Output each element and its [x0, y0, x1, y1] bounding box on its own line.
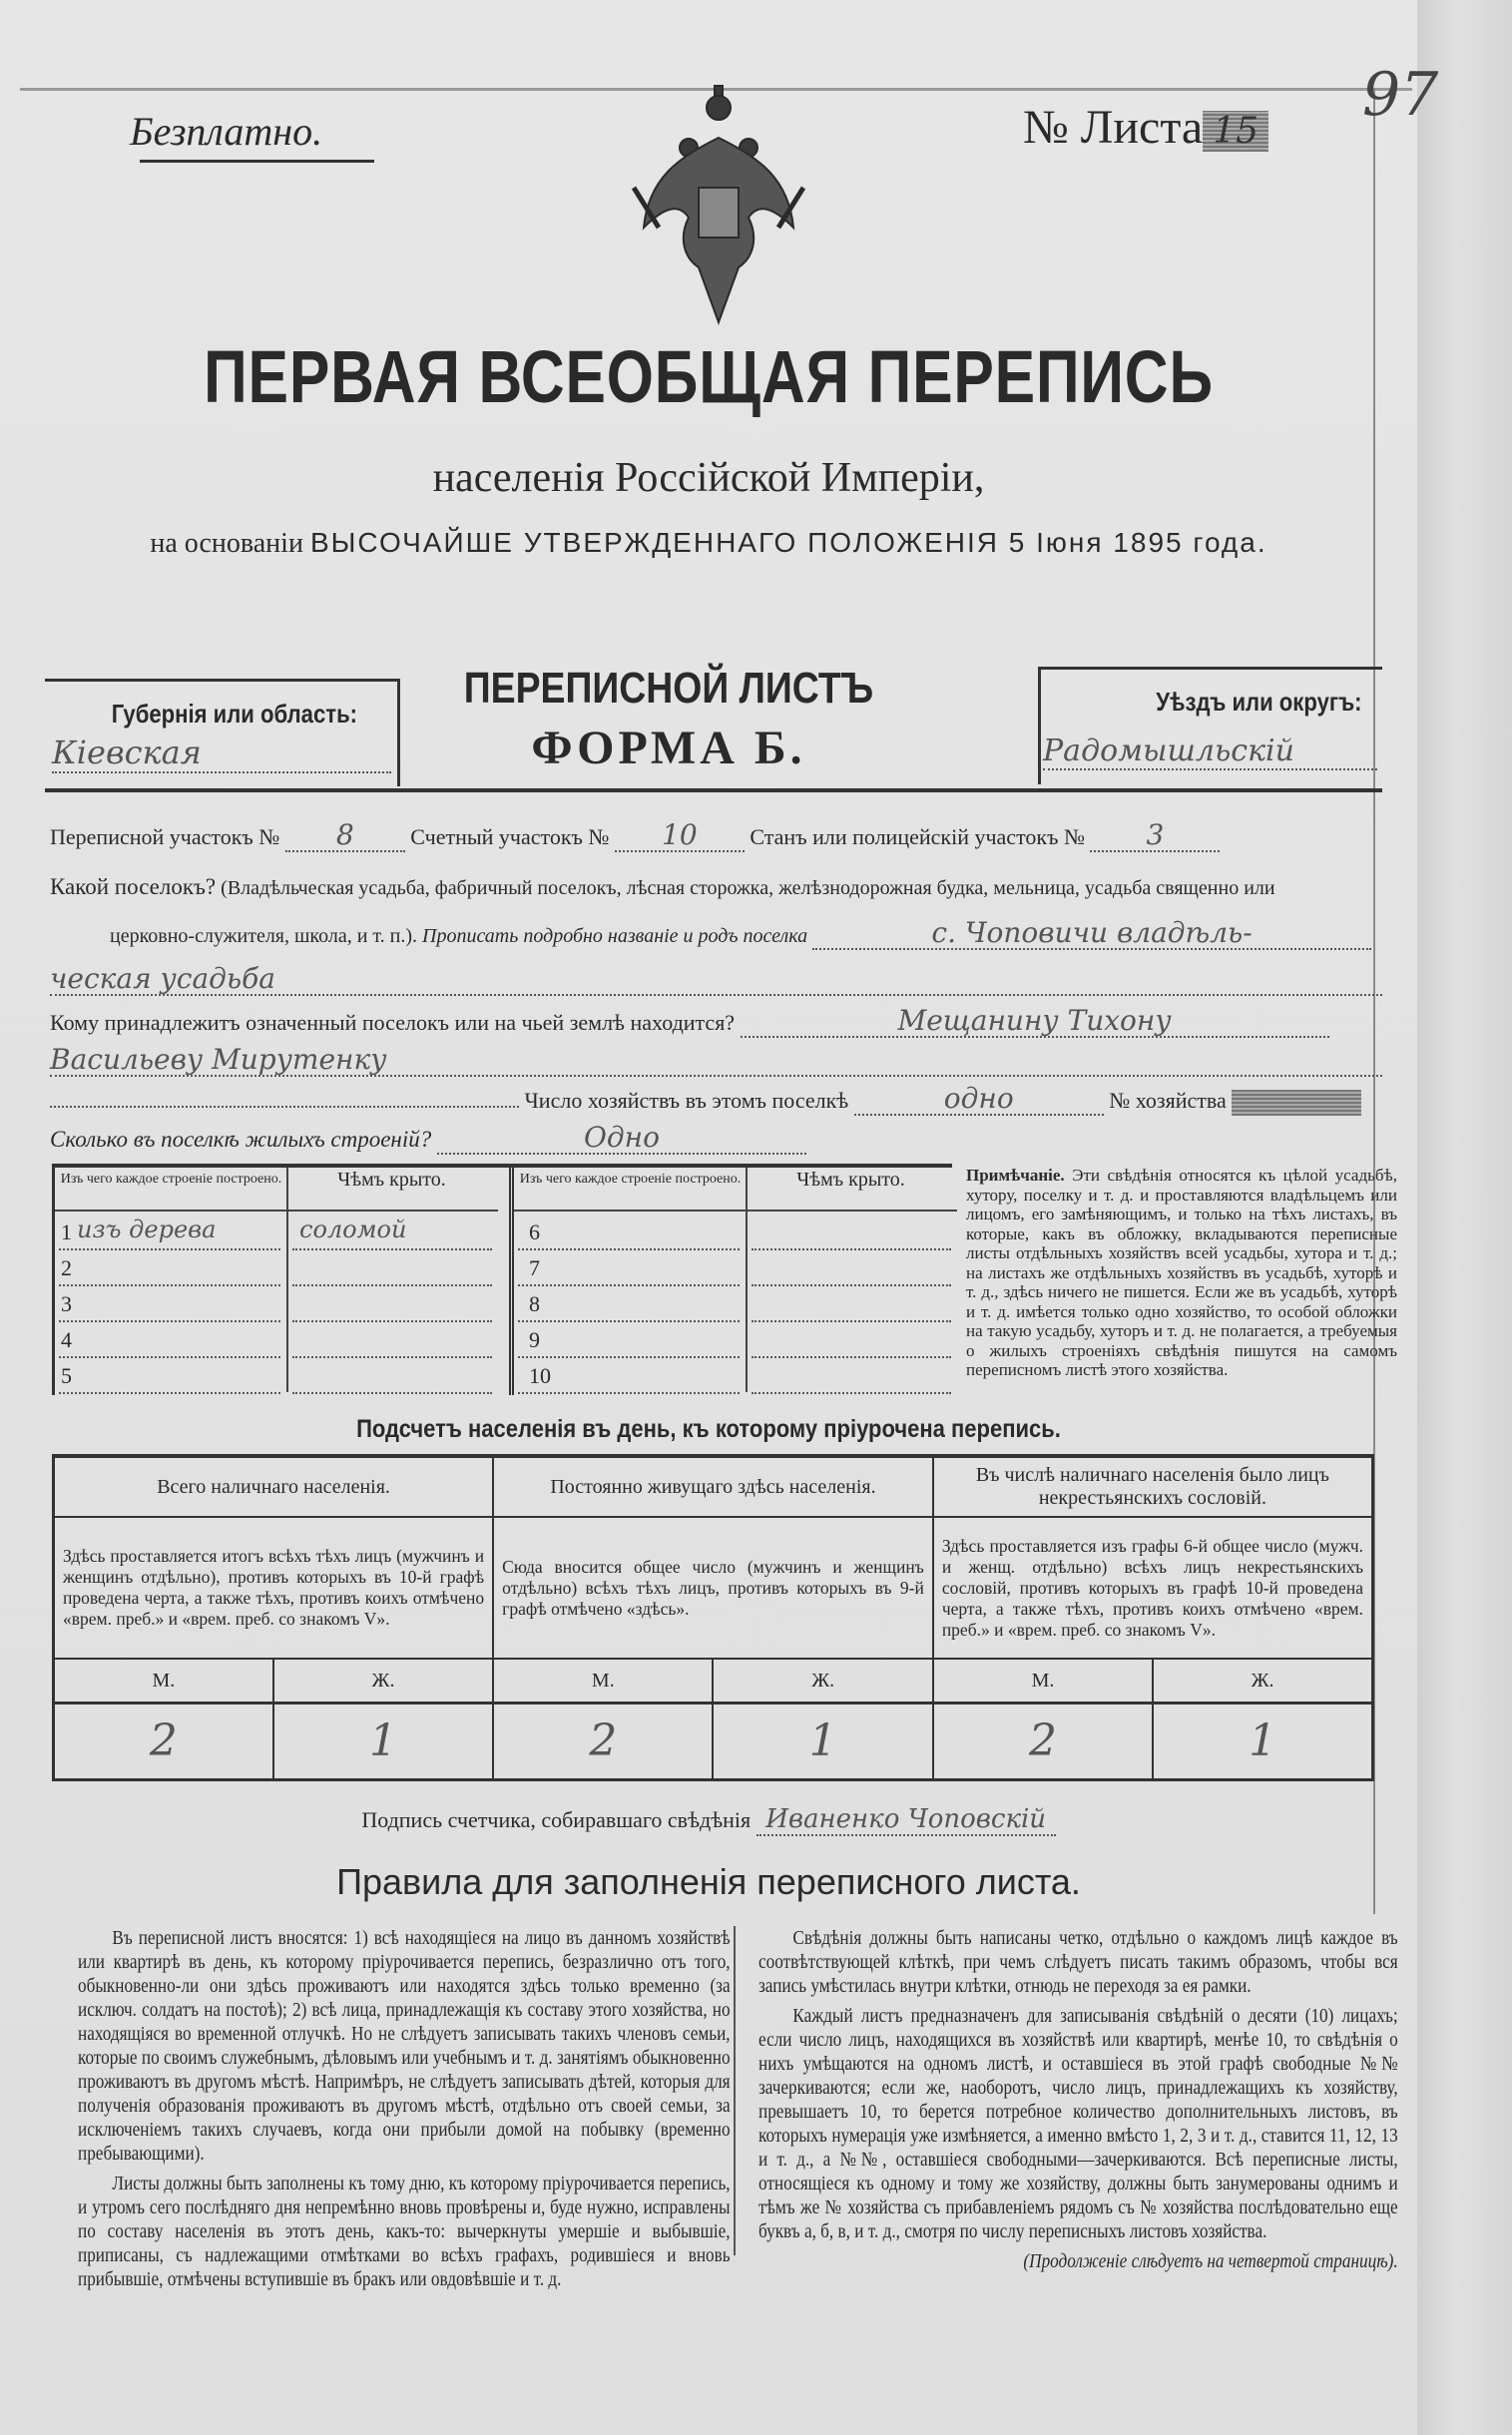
row-number: 7	[529, 1255, 540, 1280]
dotted-rule	[752, 1356, 951, 1358]
district-value: Радомышльскій	[1043, 733, 1377, 770]
settlement-hint: (Владѣльческая усадьба, фабричный поселокъ, лѣсная сторожка, желѣзнодорожная будка, мельница, усадьба священно или	[221, 877, 1275, 899]
buildings-question: Сколько въ поселкѣ жилыхъ строеній?	[50, 1127, 432, 1152]
dotted-rule	[59, 1248, 280, 1250]
rules-heading: Правила для заполненія переписного листа.	[336, 1861, 1081, 1902]
structure-row	[514, 1323, 957, 1357]
form-subtitle: ФОРМА Б.	[531, 722, 806, 774]
structures-half	[52, 1168, 498, 1395]
dotted-rule	[752, 1320, 951, 1322]
box-rule	[1038, 667, 1041, 784]
population-column-description: Здѣсь проставляется итогъ всѣхъ тѣхъ лицъ (мужчинъ и женщинъ отдѣльно), противъ которыхъ въ 10-й графѣ проведена черта, а также тѣхъ, противъ коихъ отмѣчено «врем. преб.» и «врем. преб. со знакомъ V».	[54, 1517, 494, 1659]
row-number: 8	[529, 1291, 540, 1316]
legal-basis-decree: ВЫСОЧАЙШЕ УТВЕРЖДЕННАГО ПОЛОЖЕНІЯ 5 Іюня 1895 года.	[309, 527, 1267, 558]
owner-value-continued: Васильеву Мирутенку	[50, 1045, 1382, 1077]
row-number: 6	[529, 1219, 540, 1244]
note-text: Эти свѣдѣнія относятся къ цѣлой усадьбѣ, хутору, поселку и т. д. и проставляются владѣльцемъ или лицомъ, его замѣняющимъ, и только на тѣхъ листахъ, въ которые, какъ въ обложку, вкладываются переписные листы отдѣльныхъ хозяйствъ всей усадьбы, хутора и т. д.; на листахъ же отдѣльныхъ хозяйствъ въ усадьбѣ, хуторѣ и т. д., здѣсь ничего не пишется. Если же въ усадьбѣ, хуторѣ и т. д. имѣется только одно хозяйство, то особой обложки на такую усадьбу, хуторъ и т. д. не полагается, а требуемыя о жилыхъ строеніяхъ свѣдѣнія пишутся на самомъ переписномъ листѣ этого хозяйства.	[966, 1166, 1397, 1379]
header-rule	[514, 1210, 957, 1212]
rules-paragraph: Свѣдѣнія должны быть написаны четко, отдѣльно о каждомъ лицѣ каждое въ соотвѣтствующей клѣткѣ, при чемъ слѣдуетъ писать такимъ образомъ, чтобы вся запись умѣстилась внутри клѣтки, отнюдь не переходя за ея рамки.	[758, 1927, 1398, 1997]
dotted-rule	[292, 1392, 492, 1394]
settlement-hint-continued: церковно-служителя, школа, и т. п.).	[110, 925, 417, 947]
male-count: 2	[54, 1704, 273, 1780]
settlement-value-continued: ческая усадьба	[50, 964, 1382, 996]
row-number: 5	[61, 1363, 72, 1388]
rules-paragraph: Каждый листъ предназначенъ для записыванія свѣдѣній о десяти (10) лицахъ; если число лицъ, находящихся въ хозяйствѣ или квартирѣ, менѣе 10, то свѣдѣнія о нихъ умѣщаются на одномъ листѣ, и оставшіеся въ этой графѣ свободные №№ зачеркиваются; если же, наоборотъ, число лицъ, принадлежащихъ къ хозяйству, превышаетъ 10, то берется потребное количество дополнительныхъ листовъ, въ которыхъ нумерація уже измѣняется, а именно вмѣсто 1, 2, 3 и т. д., ставится 11, 12, 13 и т. д., а №№, оставшіеся свободными—зачеркиваются. Всѣ переписные листы, относящіеся къ одному и тому же хозяйству, должны быть занумерованы однимъ и тѣмъ же № хозяйства съ прибавленіемъ рядомъ съ № хозяйства послѣдовательно еще буквъ а, б, в, и т. д., смотря по числу переписныхъ листовъ хозяйства.	[758, 2005, 1398, 2242]
dotted-rule	[518, 1392, 740, 1394]
dotted-rule	[59, 1284, 280, 1286]
structure-row	[55, 1251, 498, 1285]
row-number: 10	[529, 1363, 551, 1388]
double-headed-eagle-emblem-icon	[619, 78, 818, 332]
row-number: 2	[61, 1255, 72, 1280]
roof-header: Чѣмъ крыто.	[796, 1169, 905, 1191]
dotted-rule	[752, 1284, 951, 1286]
population-column-description: Сюда вносится общее число (мужчинъ и женщинъ отдѣльно) всѣхъ тѣхъ лицъ, противъ которыхъ въ 9-й графѣ отмѣчено «здѣсь».	[493, 1517, 933, 1659]
settlement-value: с. Чоповичи владѣль-	[812, 918, 1371, 950]
rules-paragraph: Листы должны быть заполнены къ тому дню, къ которому пріурочивается перепись, и утромъ сего послѣдняго дня непремѣнно вновь провѣрены и, буде нужно, исправлены по составу населенія въ этотъ день, какъ-то: вычеркнуты умершіе и выбывшіе, приписаны, съ надлежащими отмѣтками во всѣхъ графахъ, родившіеся и вновь прибывшіе, отмѣчены вступившіе въ бракъ или овдовѣвшіе и т. д.	[78, 2173, 731, 2290]
counting-district-value: 10	[615, 820, 745, 852]
settlement-question: Какой поселокъ?	[50, 874, 217, 899]
settlement-row	[50, 872, 1275, 903]
female-label: Ж.	[1153, 1659, 1372, 1704]
settlement-row-3	[50, 964, 1382, 996]
dotted-rule	[518, 1248, 740, 1250]
district-label: Уѣздъ или округъ:	[1156, 687, 1362, 717]
note	[966, 1166, 1397, 1380]
free-underline	[140, 160, 374, 163]
rules-right-column	[758, 1926, 1398, 2279]
legal-basis	[0, 527, 1417, 560]
population-sex-row	[54, 1659, 1373, 1704]
population-heading: Подсчетъ населенія въ день, къ которому пріурочена перепись.	[356, 1415, 1061, 1443]
sheet-number	[1023, 100, 1268, 155]
signature-row	[0, 1804, 1417, 1836]
structures-half	[509, 1168, 957, 1395]
province-label: Губернія или область:	[111, 699, 358, 729]
police-district-value: 3	[1090, 820, 1220, 852]
dotted-rule	[292, 1320, 492, 1322]
archive-page-number: 97	[1362, 60, 1439, 130]
female-count: 1	[273, 1704, 493, 1780]
police-district-label: Станъ или полицейскій участокъ №	[750, 824, 1085, 849]
sheet-number-value: 15	[1203, 111, 1268, 152]
districts-row	[50, 820, 1220, 852]
census-district-label: Переписной участокъ №	[50, 824, 280, 849]
rules-continuation: (Продолженіе слѣдуетъ на четвертой страницѣ).	[1023, 2250, 1398, 2272]
material-value: изъ дерева	[77, 1216, 217, 1243]
owner-question: Кому принадлежитъ означенный поселокъ или на чьей землѣ находится?	[50, 1010, 736, 1035]
dotted-rule	[752, 1392, 951, 1394]
dotted-rule	[518, 1320, 740, 1322]
province-value: Кіевская	[52, 733, 391, 773]
legal-basis-prefix: на основаніи	[150, 528, 303, 559]
household-number-label: № хозяйства	[1109, 1088, 1227, 1113]
population-description-row	[54, 1517, 1373, 1659]
rules-paragraph: Въ переписной листъ вносятся: 1) всѣ находящіеся на лицо въ данномъ хозяйствѣ или квартирѣ въ день, къ которому пріурочивается перепись, безразлично отъ того, обыкновенно-ли они здѣсь проживаютъ или находятся здѣсь только временно (за исключ. солдатъ на постоѣ); 2) всѣ лица, принадлежащія къ составу этого хозяйства, но находящіяся во временной отлучкѣ. Но не слѣдуетъ записывать такихъ членовъ семьи, которые по своимъ служебнымъ, дѣловымъ или учебнымъ и т. д. занятіямъ обыкновенно проживаютъ въ другомъ мѣстѣ. Напримѣръ, не слѣдуетъ записывать дѣтей, которыя для полученія образованія проживаютъ въ другомъ мѣстѣ, отдѣльно отъ своей семьи, за исключеніемъ такихъ случаевъ, когда они прибыли домой на побывку (временно пребывающими).	[78, 1927, 731, 2165]
dotted-rule	[292, 1284, 492, 1286]
dotted-rule	[292, 1356, 492, 1358]
population-values-row	[54, 1704, 1373, 1780]
roof-header: Чѣмъ крыто.	[337, 1169, 446, 1191]
female-count: 1	[1153, 1704, 1372, 1780]
female-label: Ж.	[713, 1659, 932, 1704]
households-label: Число хозяйствъ въ этомъ поселкѣ	[524, 1088, 849, 1113]
male-label: М.	[493, 1659, 713, 1704]
dotted-rule	[59, 1356, 280, 1358]
settlement-instruction: Прописать подробно названіе и родъ поселка	[422, 925, 808, 947]
blank-line	[50, 1106, 519, 1108]
structure-row	[514, 1359, 957, 1393]
box-rule	[45, 679, 399, 682]
dotted-rule	[292, 1248, 492, 1250]
dotted-rule	[518, 1356, 740, 1358]
box-rule	[45, 788, 1382, 792]
dotted-rule	[59, 1320, 280, 1322]
header-rule	[55, 1210, 498, 1212]
female-count: 1	[713, 1704, 932, 1780]
page-edge	[1417, 0, 1512, 2435]
sheet-number-label: № Листа	[1023, 101, 1204, 154]
households-row	[50, 1084, 1361, 1116]
structure-row	[55, 1216, 498, 1249]
rules-left-column	[78, 1926, 731, 2297]
population-column-title: Въ числѣ наличнаго населенія было лицъ некрестьянскихъ сословій.	[933, 1456, 1373, 1517]
dotted-rule	[59, 1392, 280, 1394]
census-district-value: 8	[285, 820, 405, 852]
column-divider	[734, 1926, 736, 2255]
structure-row	[55, 1287, 498, 1321]
buildings-row	[50, 1123, 806, 1155]
population-column-title: Всего наличнаго населенія.	[54, 1456, 494, 1517]
note-title: Примѣчаніе.	[966, 1166, 1065, 1185]
page-subtitle: населенія Россійской Имперіи,	[432, 455, 985, 501]
buildings-value: Одно	[437, 1123, 806, 1155]
signature-value: Иваненко Чоповскій	[756, 1804, 1056, 1836]
row-number: 1	[61, 1219, 72, 1244]
owner-row-2	[50, 1045, 1382, 1077]
signature-label: Подпись счетчика, собиравшаго свѣдѣнія	[361, 1807, 752, 1832]
page-title: ПЕРВАЯ ВСЕОБЩАЯ ПЕРЕПИСЬ	[204, 335, 1214, 418]
male-count: 2	[933, 1704, 1153, 1780]
box-rule	[1038, 667, 1382, 670]
material-header: Изъ чего каждое строеніе построено.	[60, 1172, 282, 1187]
population-title-row	[54, 1456, 1373, 1517]
structure-row	[514, 1287, 957, 1321]
roof-value: соломой	[299, 1216, 407, 1243]
row-number: 4	[61, 1327, 72, 1352]
row-number: 9	[529, 1327, 540, 1352]
dotted-rule	[518, 1284, 740, 1286]
dotted-rule	[752, 1248, 951, 1250]
population-column-title: Постоянно живущаго здѣсь населенія.	[493, 1456, 933, 1517]
female-label: Ж.	[273, 1659, 493, 1704]
structure-row	[514, 1216, 957, 1249]
free-label: Безплатно.	[130, 109, 323, 154]
male-label: М.	[933, 1659, 1153, 1704]
male-label: М.	[54, 1659, 273, 1704]
owner-row	[50, 1006, 1329, 1038]
settlement-row-2	[110, 918, 1371, 951]
structure-row	[514, 1251, 957, 1285]
household-number-redacted	[1232, 1090, 1361, 1116]
row-number: 3	[61, 1291, 72, 1316]
form-title: ПЕРЕПИСНОЙ ЛИСТЪ	[463, 664, 874, 713]
owner-value: Мещанину Тихону	[741, 1006, 1329, 1038]
structure-row	[55, 1359, 498, 1393]
material-header: Изъ чего каждое строеніе построено.	[519, 1172, 742, 1187]
male-count: 2	[493, 1704, 713, 1780]
structure-row	[55, 1323, 498, 1357]
population-column-description: Здѣсь проставляется изъ графы 6-й общее число (мужч. и женщ. отдѣльно) всѣхъ лицъ некрестьянскихъ сословій, противъ которыхъ въ графѣ 10-й проведена черта, а также тѣхъ, противъ коихъ отмѣчено «врем. преб.» и «врем. преб. со знакомъ V».	[933, 1517, 1373, 1659]
population-table	[52, 1454, 1374, 1781]
counting-district-label: Счетный участокъ №	[410, 824, 610, 849]
households-value: одно	[854, 1084, 1104, 1116]
structures-table	[52, 1164, 952, 1399]
